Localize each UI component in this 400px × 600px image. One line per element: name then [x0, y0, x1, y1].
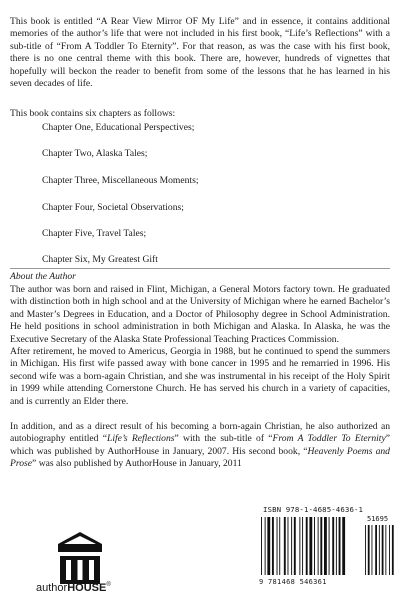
chapter-item: Chapter One, Educational Perspectives; — [42, 122, 195, 133]
chapter-item: Chapter Six, My Greatest Gift — [42, 254, 158, 265]
chapters-intro: This book contains six chapters as follows: — [10, 108, 176, 119]
chapter-item: Chapter Two, Alaska Tales; — [42, 148, 148, 159]
about-paragraph-1: The author was born and raised in Flint, Michigan, a General Motors factory town. He graduated with distinction both in high school and at the University of Michigan where he earned Bachelor’s and Master’s Degrees in Education, and a Doctor of Philosophy degree in School Administration. He held positions in school administration in both Michigan and Alaska. In Alaska, he was the Executive Secretary of the Alaska State Professional Teaching Practices Commission. — [10, 284, 390, 345]
isbn-text: ISBN 978-1-4685-4636-1 — [263, 505, 364, 514]
chapter-item: Chapter Three, Miscellaneous Moments; — [42, 175, 199, 186]
chapter-item: Chapter Four, Societal Observations; — [42, 202, 184, 213]
intro-paragraph: This book is entitled “A Rear View Mirror OF My Life” and in essence, it contains additional memories of the author’s life that were not included in his first book, “Life’s Reflections” with a sub-title of “From A Toddler To Eternity”. For that reason, as was the case with his first book, there is no one central theme with this book. There are, however, hundreds of vignettes that hopefully will beckon the reader to benefit from some of the lessons that he has learned in his seven decades of life. — [10, 16, 390, 90]
barcode-digits: 9 781468 546361 — [259, 578, 327, 586]
price-code: 51695 — [367, 515, 389, 523]
divider — [10, 268, 390, 269]
barcode — [257, 505, 397, 589]
chapter-item: Chapter Five, Travel Tales; — [42, 228, 147, 239]
about-paragraph-3: In addition, and as a direct result of his becoming a born-again Christian, he also authorized an autobiography entitled “Life’s Reflections” with the sub-title of “From A Toddler To Eternity” which was published by AuthorHouse in January, 2007. His second book, “Heavenly Poems and Prose” was also published by AuthorHouse in January, 2011 — [10, 421, 390, 470]
about-title: About the Author — [10, 271, 76, 282]
publisher-name: authorHOUSE® — [36, 582, 111, 594]
about-paragraph-2: After retirement, he moved to Americus, Georgia in 1988, but he continued to spend the summers in Michigan. His first wife passed away with bone cancer in 1995 and he remarried in 1996. His second wife was a born-again Christian, and she was instrumental in his receipt of the Holy Spirit in 1999 while attending Cornerstone Church. He has served his church in a variety of capacities, and is currently an Elder there. — [10, 346, 390, 407]
